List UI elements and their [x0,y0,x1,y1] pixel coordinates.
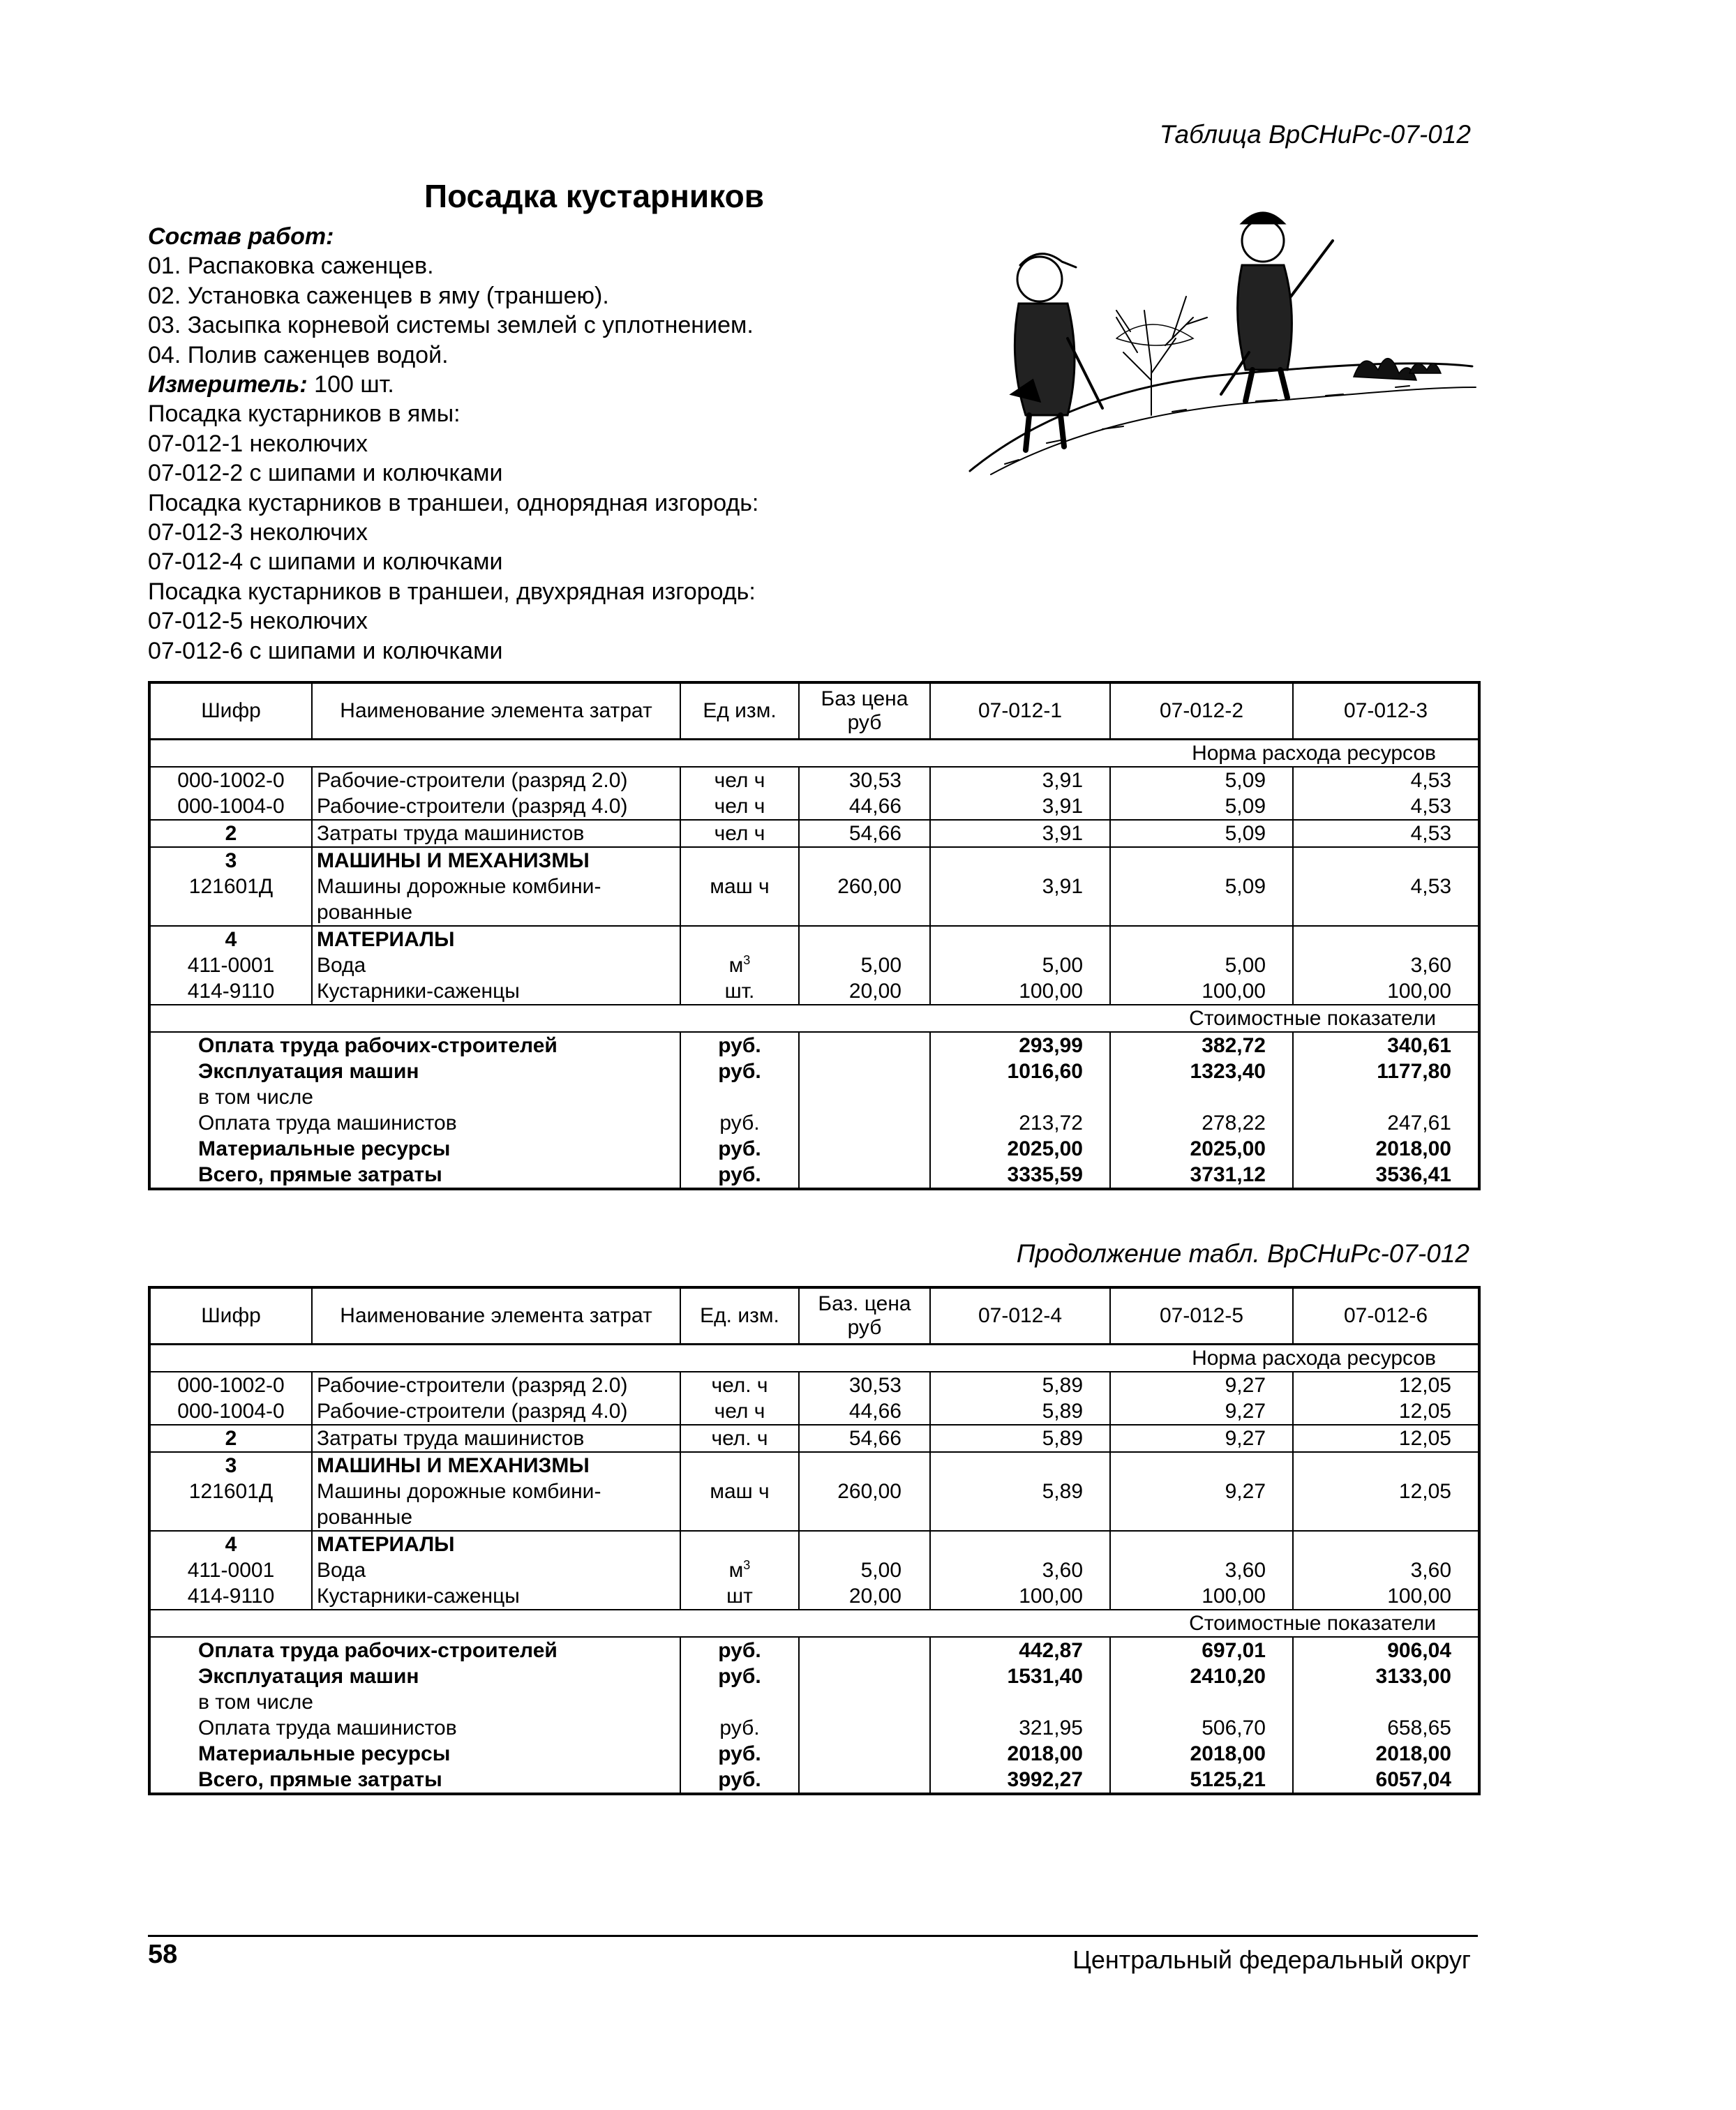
norm-band: Норма расхода ресурсов [149,740,1479,768]
table-reference: Таблица ВрСНиРс-07-012 [1159,120,1471,149]
cost-value: 2018,00 [930,1741,1110,1767]
cell-name: Рабочие-строители (разряд 2.0) [312,1372,680,1398]
cell-name: Кустарники-саженцы [312,978,680,1005]
cell-value: 3,91 [930,793,1110,820]
cost-value: 442,87 [930,1637,1110,1663]
cost-unit: руб. [680,1162,799,1189]
cell-unit: шт [680,1583,799,1610]
cell-price: 20,00 [799,978,930,1005]
cost-value: 382,72 [1110,1032,1293,1058]
cell-code: 000-1004-0 [149,1398,312,1425]
cell-code: 2 [149,820,312,847]
cell-unit: чел ч [680,767,799,793]
cost-value: 906,04 [1293,1637,1479,1663]
cell-value: 4,53 [1293,767,1479,793]
section-title: МАТЕРИАЛЫ [312,1531,680,1557]
col-header-rate-6: 07-012-6 [1293,1287,1479,1345]
section-code: 4 [149,926,312,952]
cell-value: 12,05 [1293,1372,1479,1398]
cell-value: 12,05 [1293,1398,1479,1425]
cell-name: Вода [312,1557,680,1583]
col-header-name: Наименование элемента затрат [312,682,680,740]
cell-name: Затраты труда машинистов [312,1425,680,1452]
item-name: Машины дорожные комбини- [317,1480,601,1503]
cost-value: 697,01 [1110,1637,1293,1663]
cost-value: 1177,80 [1293,1058,1479,1084]
step-1: 01. Распаковка саженцев. [148,253,434,280]
cell-price: 44,66 [799,793,930,820]
item-name-cont: рованные [317,901,413,924]
section-title: МАТЕРИАЛЫ [312,926,680,952]
cell-unit: маш ч [680,1452,799,1531]
cost-value: 3992,27 [930,1767,1110,1794]
item-code: 121601Д [188,1480,274,1503]
unit-sup: 3 [743,1558,751,1572]
cost-row [149,1110,1479,1136]
machines-row [149,1452,1479,1531]
cost-label: в том числе [149,1084,680,1110]
cell-code: 411-0001 [149,952,312,978]
cell-name: Рабочие-строители (разряд 4.0) [312,1398,680,1425]
cost-value: 293,99 [930,1032,1110,1058]
cost-label: Оплата труда машинистов [149,1110,680,1136]
cell-unit [680,1557,799,1583]
intro-line: Посадка кустарников в ямы: [148,401,461,428]
cell-value: 5,09 [1110,847,1293,926]
cost-unit: руб. [680,1767,799,1794]
cell-price: 54,66 [799,820,930,847]
cell-value: 4,53 [1293,793,1479,820]
cell-value: 5,00 [1110,952,1293,978]
cost-value: 340,61 [1293,1032,1479,1058]
cost-row [149,1162,1479,1189]
cell-unit: чел. ч [680,1425,799,1452]
cost-label: Материальные ресурсы [149,1741,680,1767]
cost-row [149,1663,1479,1689]
section-code: 3 [225,1454,237,1477]
section-title: МАШИНЫ И МЕХАНИЗМЫ [317,849,590,872]
section-code: 4 [149,1531,312,1557]
cell-value: 5,89 [930,1425,1110,1452]
cell-value: 5,09 [1110,820,1293,847]
cell-value: 12,05 [1293,1425,1479,1452]
cell-value: 100,00 [1110,1583,1293,1610]
cost-label: Оплата труда машинистов [149,1715,680,1741]
cell-value: 5,09 [1110,793,1293,820]
intro-line: Посадка кустарников в траншеи, двухрядная изгородь: [148,578,756,605]
cell-unit: чел ч [680,820,799,847]
cost-row [149,1715,1479,1741]
cost-value: 2018,00 [1293,1136,1479,1162]
cost-value: 1016,60 [930,1058,1110,1084]
gardeners-illustration [963,199,1479,485]
cost-unit: руб. [680,1110,799,1136]
cost-value: 2018,00 [1110,1741,1293,1767]
cell-code: 414-9110 [149,1583,312,1610]
unit-text: м [728,954,744,977]
col-header-code: Шифр [149,1287,312,1345]
intro-line: Посадка кустарников в траншеи, однорядная изгородь: [148,489,759,516]
col-header-unit: Ед изм. [680,682,799,740]
cell-value: 3,60 [930,1557,1110,1583]
cost-unit: руб. [680,1715,799,1741]
cost-value: 5125,21 [1110,1767,1293,1794]
cell-unit: шт. [680,978,799,1005]
cost-value: 247,61 [1293,1110,1479,1136]
intro-line: 07-012-2 с шипами и колючками [148,460,503,487]
cost-label: Эксплуатация машин [149,1663,680,1689]
cell-name: Рабочие-строители (разряд 2.0) [312,767,680,793]
table-row [149,1425,1479,1452]
section-title: МАШИНЫ И МЕХАНИЗМЫ [317,1454,590,1477]
work-composition [148,222,758,666]
cost-value: 506,70 [1110,1715,1293,1741]
cost-label: в том числе [149,1689,680,1715]
cell-value: 100,00 [1110,978,1293,1005]
cell-value: 5,89 [930,1372,1110,1398]
resource-table-1 [148,681,1481,1190]
cell-value: 12,05 [1293,1452,1479,1531]
cell-value: 9,27 [1110,1398,1293,1425]
col-header-price: Баз цена руб [799,682,930,740]
cost-label: Эксплуатация машин [149,1058,680,1084]
table-header-row [149,682,1479,740]
cell-price: 260,00 [799,1452,930,1531]
cell-value: 9,27 [1110,1425,1293,1452]
col-header-rate-4: 07-012-4 [930,1287,1110,1345]
cell-price: 44,66 [799,1398,930,1425]
cell-value: 100,00 [930,978,1110,1005]
cost-label: Всего, прямые затраты [149,1767,680,1794]
cost-value: 2025,00 [930,1136,1110,1162]
cell-code: 000-1004-0 [149,793,312,820]
cost-row [149,1689,1479,1715]
materials-row [149,926,1479,952]
cell-value: 9,27 [1110,1452,1293,1531]
composition-label: Состав работ: [148,223,334,250]
cell-name: Затраты труда машинистов [312,820,680,847]
cell-unit [680,952,799,978]
cost-unit: руб. [680,1741,799,1767]
cost-unit: руб. [680,1136,799,1162]
item-code: 121601Д [188,875,274,898]
table-row [149,952,1479,978]
cell-value: 3,91 [930,820,1110,847]
cell-price: 20,00 [799,1583,930,1610]
cost-unit: руб. [680,1032,799,1058]
cost-value: 278,22 [1110,1110,1293,1136]
cell-price: 30,53 [799,1372,930,1398]
item-name-cont: рованные [317,1506,413,1529]
cell-unit: маш ч [680,847,799,926]
cell-value: 5,89 [930,1452,1110,1531]
cell-value: 9,27 [1110,1372,1293,1398]
table-row [149,767,1479,793]
footer-divider [148,1935,1478,1937]
intro-line: 07-012-5 неколючих [148,608,368,635]
table-row [149,978,1479,1005]
col-header-code: Шифр [149,682,312,740]
cell-value: 4,53 [1293,847,1479,926]
col-header-rate-2: 07-012-2 [1110,682,1293,740]
cell-code: 411-0001 [149,1557,312,1583]
meter-value: 100 шт. [307,371,394,398]
cost-row [149,1032,1479,1058]
table-row [149,820,1479,847]
cost-row [149,1136,1479,1162]
cell-price: 5,00 [799,952,930,978]
table-row [149,1583,1479,1610]
unit-sup: 3 [743,953,751,967]
step-2: 02. Установка саженцев в яму (траншею). [148,282,609,309]
norm-band: Норма расхода ресурсов [149,1345,1479,1372]
machines-name [312,1452,680,1531]
cell-name: Рабочие-строители (разряд 4.0) [312,793,680,820]
cost-unit: руб. [680,1637,799,1663]
cost-row [149,1058,1479,1084]
cost-value: 2410,20 [1110,1663,1293,1689]
cost-unit: руб. [680,1663,799,1689]
cost-band: Стоимостные показатели [149,1610,1479,1637]
intro-line: 07-012-3 неколючих [148,519,368,546]
cell-code: 000-1002-0 [149,1372,312,1398]
cost-value: 3133,00 [1293,1663,1479,1689]
col-header-rate-5: 07-012-5 [1110,1287,1293,1345]
cell-unit: чел. ч [680,1372,799,1398]
cost-value: 6057,04 [1293,1767,1479,1794]
materials-row [149,1531,1479,1557]
cell-value: 5,89 [930,1398,1110,1425]
unit-text: м [728,1559,744,1582]
cost-label: Оплата труда рабочих-строителей [149,1637,680,1663]
cell-code: 000-1002-0 [149,767,312,793]
machines-code [149,847,312,926]
cell-value: 4,53 [1293,820,1479,847]
footer-district: Центральный федеральный округ [1072,1945,1471,1974]
cost-row [149,1084,1479,1110]
cost-value: 3536,41 [1293,1162,1479,1189]
table-row [149,1372,1479,1398]
cell-price: 260,00 [799,847,930,926]
cell-unit: чел ч [680,793,799,820]
machines-code [149,1452,312,1531]
cost-row [149,1767,1479,1794]
col-header-price: Баз. цена руб [799,1287,930,1345]
cost-label: Материальные ресурсы [149,1136,680,1162]
col-header-name: Наименование элемента затрат [312,1287,680,1345]
resource-table-2 [148,1286,1481,1795]
machines-name [312,847,680,926]
cell-unit: чел ч [680,1398,799,1425]
cell-value: 100,00 [1293,978,1479,1005]
cell-code: 414-9110 [149,978,312,1005]
cost-row [149,1741,1479,1767]
cell-value: 100,00 [930,1583,1110,1610]
cell-value: 5,09 [1110,767,1293,793]
cell-value: 100,00 [1293,1583,1479,1610]
col-header-rate-3: 07-012-3 [1293,682,1479,740]
col-header-rate-1: 07-012-1 [930,682,1110,740]
continuation-reference: Продолжение табл. ВрСНиРс-07-012 [1016,1239,1469,1268]
cell-value: 3,91 [930,767,1110,793]
cell-value: 5,00 [930,952,1110,978]
intro-line: 07-012-6 с шипами и колючками [148,637,503,664]
cell-value: 3,60 [1110,1557,1293,1583]
step-3: 03. Засыпка корневой системы землей с уплотнением. [148,312,754,339]
cell-price: 5,00 [799,1557,930,1583]
cost-row [149,1637,1479,1663]
table-header-row [149,1287,1479,1345]
cost-value: 2018,00 [1293,1741,1479,1767]
cost-unit: руб. [680,1058,799,1084]
cost-value: 3731,12 [1110,1162,1293,1189]
meter-label: Измеритель: [148,371,308,398]
meter-line [148,370,758,399]
table-row [149,793,1479,820]
table-row [149,1557,1479,1583]
cost-value: 213,72 [930,1110,1110,1136]
cell-value: 3,60 [1293,952,1479,978]
cost-value: 1531,40 [930,1663,1110,1689]
cost-value: 1323,40 [1110,1058,1293,1084]
cell-value: 3,60 [1293,1557,1479,1583]
cell-price: 30,53 [799,767,930,793]
cell-code: 2 [149,1425,312,1452]
cell-value: 3,91 [930,847,1110,926]
machines-row [149,847,1479,926]
cost-value: 658,65 [1293,1715,1479,1741]
cost-label: Оплата труда рабочих-строителей [149,1032,680,1058]
table-row [149,1398,1479,1425]
cell-name: Вода [312,952,680,978]
cell-name: Кустарники-саженцы [312,1583,680,1610]
cost-value: 2025,00 [1110,1136,1293,1162]
cell-price: 54,66 [799,1425,930,1452]
cost-value: 3335,59 [930,1162,1110,1189]
page-number: 58 [148,1940,178,1969]
cost-value: 321,95 [930,1715,1110,1741]
cost-band: Стоимостные показатели [149,1005,1479,1032]
section-code: 3 [225,849,237,872]
item-name: Машины дорожные комбини- [317,875,601,898]
intro-line: 07-012-1 неколючих [148,430,368,457]
intro-line: 07-012-4 с шипами и колючками [148,548,503,576]
cost-label: Всего, прямые затраты [149,1162,680,1189]
col-header-unit: Ед. изм. [680,1287,799,1345]
step-4: 04. Полив саженцев водой. [148,341,449,368]
page-title: Посадка кустарников [424,178,764,214]
